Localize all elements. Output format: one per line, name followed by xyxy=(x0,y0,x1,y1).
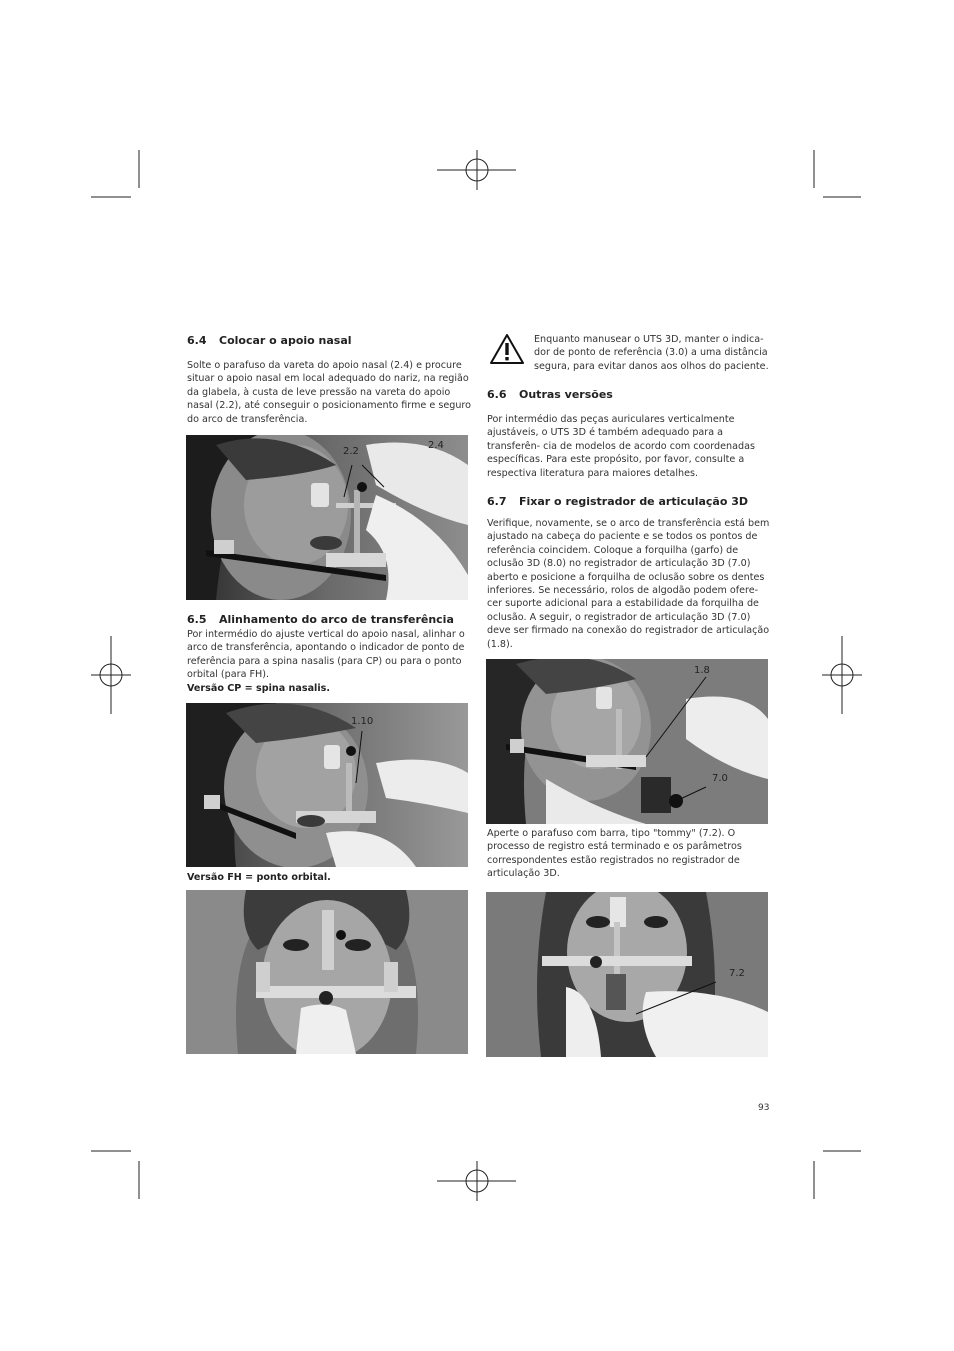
photo-fh-alignment xyxy=(186,890,468,1054)
section-6-5-heading xyxy=(187,613,454,626)
section-6-7-body: Verifique, novamente, se o arco de transferência está bem ajustado na cabeça do paciente e se todos os pontos de referência coincidem. Coloque a forquilha (garfo) de oclusão 3D (8.0) no registrador de articulação 3D (7.0) aberto e posicione a forquilha de oclusão sobre os dentes inferiores. Se necessário, rolos de algodão podem ofere- cer suporte adicional para a estabilidade da forquilha de oclusão. A seguir, o registrador de articulação 3D (7.0) deve ser firmado na conexão do registrador de articulação (1.8). xyxy=(487,518,770,650)
photo-tommy-screw xyxy=(486,892,768,1057)
warning-text: Enquanto manusear o UTS 3D, manter o indica- dor de ponto de referência (3.0) a uma distância segura, para evitar danos aos olhos do paciente. xyxy=(534,334,769,372)
photo-cp-alignment xyxy=(186,703,468,867)
callout-label: 7.0 xyxy=(712,773,728,784)
callout-label: 2.4 xyxy=(428,440,444,451)
section-6-4-heading xyxy=(187,334,352,347)
callout-label: 7.2 xyxy=(729,968,745,979)
photo-nasal-support xyxy=(186,435,468,600)
page-number: 93 xyxy=(758,1103,770,1113)
section-title: Fixar o registrador de articulação 3D xyxy=(519,495,749,508)
version-cp-caption: Versão CP = spina nasalis. xyxy=(187,683,330,694)
callout-label: 1.10 xyxy=(351,716,374,727)
tommy-screw-text: Aperte o parafuso com barra, tipo "tommy" (7.2). O processo de registro está terminado e os parâmetros correspondentes estão registrados no registrador de articulação 3D. xyxy=(487,828,742,880)
section-6-7-heading xyxy=(487,495,748,508)
version-fh-caption: Versão FH = ponto orbital. xyxy=(187,872,331,883)
photo-articulation-connection xyxy=(486,659,768,824)
section-6-4-body: Solte o parafuso da vareta do apoio nasal (2.4) e procure situar o apoio nasal em local adequado do nariz, na região da glabela, à custa de leve pressão na vareta do apoio nasal (2.2), até conseguir o posicionamento firme e seguro do arco de transferência. xyxy=(187,360,472,425)
section-number: 6.5 xyxy=(187,613,207,626)
section-6-6-heading xyxy=(487,388,613,401)
section-title: Colocar o apoio nasal xyxy=(219,334,352,347)
warning-icon xyxy=(489,333,525,365)
section-title: Outras versões xyxy=(519,388,613,401)
section-title: Alinhamento do arco de transferência xyxy=(219,613,454,626)
section-6-6-body: Por intermédio das peças auriculares verticalmente ajustáveis, o UTS 3D é também adequado para a transferên- cia de modelos de acordo com coordenadas específicas. Para este propósito, por favor, consulte a respectiva literatura para maiores detalhes. xyxy=(487,414,755,479)
section-number: 6.7 xyxy=(487,495,507,508)
callout-label: 1.8 xyxy=(694,665,710,676)
section-number: 6.4 xyxy=(187,334,207,347)
callout-label: 2.2 xyxy=(343,446,359,457)
section-6-5-body: Por intermédio do ajuste vertical do apoio nasal, alinhar o arco de transferência, apontando o indicador de ponto de referência para a spina nasalis (para CP) ou para o ponto orbital (para FH). xyxy=(187,629,465,681)
section-number: 6.6 xyxy=(487,388,507,401)
